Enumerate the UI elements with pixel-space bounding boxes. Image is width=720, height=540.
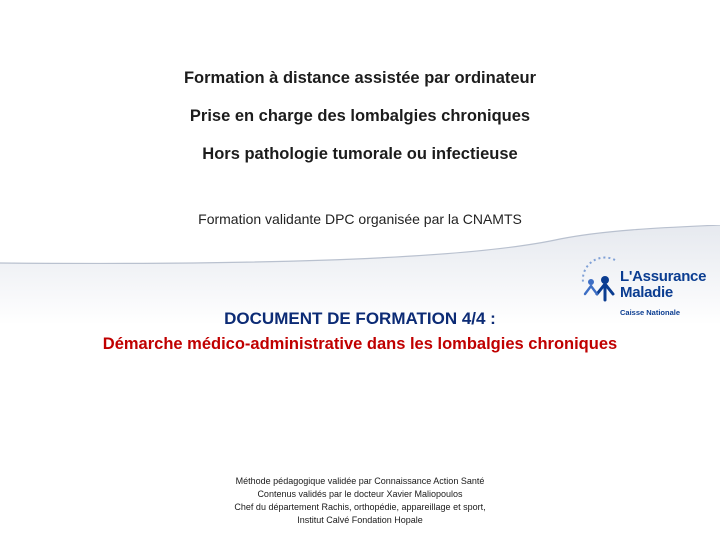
document-title: DOCUMENT DE FORMATION 4/4 : [224,309,496,328]
credits-line: Méthode pédagogique validée par Connaissance Action Santé [235,476,485,486]
header-line-1: Formation à distance assistée par ordinateur [183,69,537,87]
header-line-3: Hors pathologie tumorale ou infectieuse [202,145,518,163]
credits-line: Institut Calvé Fondation Hopale [297,515,423,525]
credits-block [160,475,560,527]
logo-name-line1: L'Assurance [620,268,707,285]
credits-line: Chef du département Rachis, orthopédie, appareillage et sport, [234,502,486,512]
logo-name-line2: Maladie [620,284,673,301]
logo-caption: Caisse Nationale [620,308,681,317]
header-line-2: Prise en charge des lombalgies chroniques [189,107,531,125]
dpc-subtitle: Formation validante DPC organisée par la CNAMTS [198,211,522,227]
credits-line: Contenus validés par le docteur Xavier Maliopoulos [257,489,463,499]
assurance-maladie-logo-icon [575,252,621,312]
document-subtitle: Démarche médico-administrative dans les lombalgies chroniques [102,335,618,353]
